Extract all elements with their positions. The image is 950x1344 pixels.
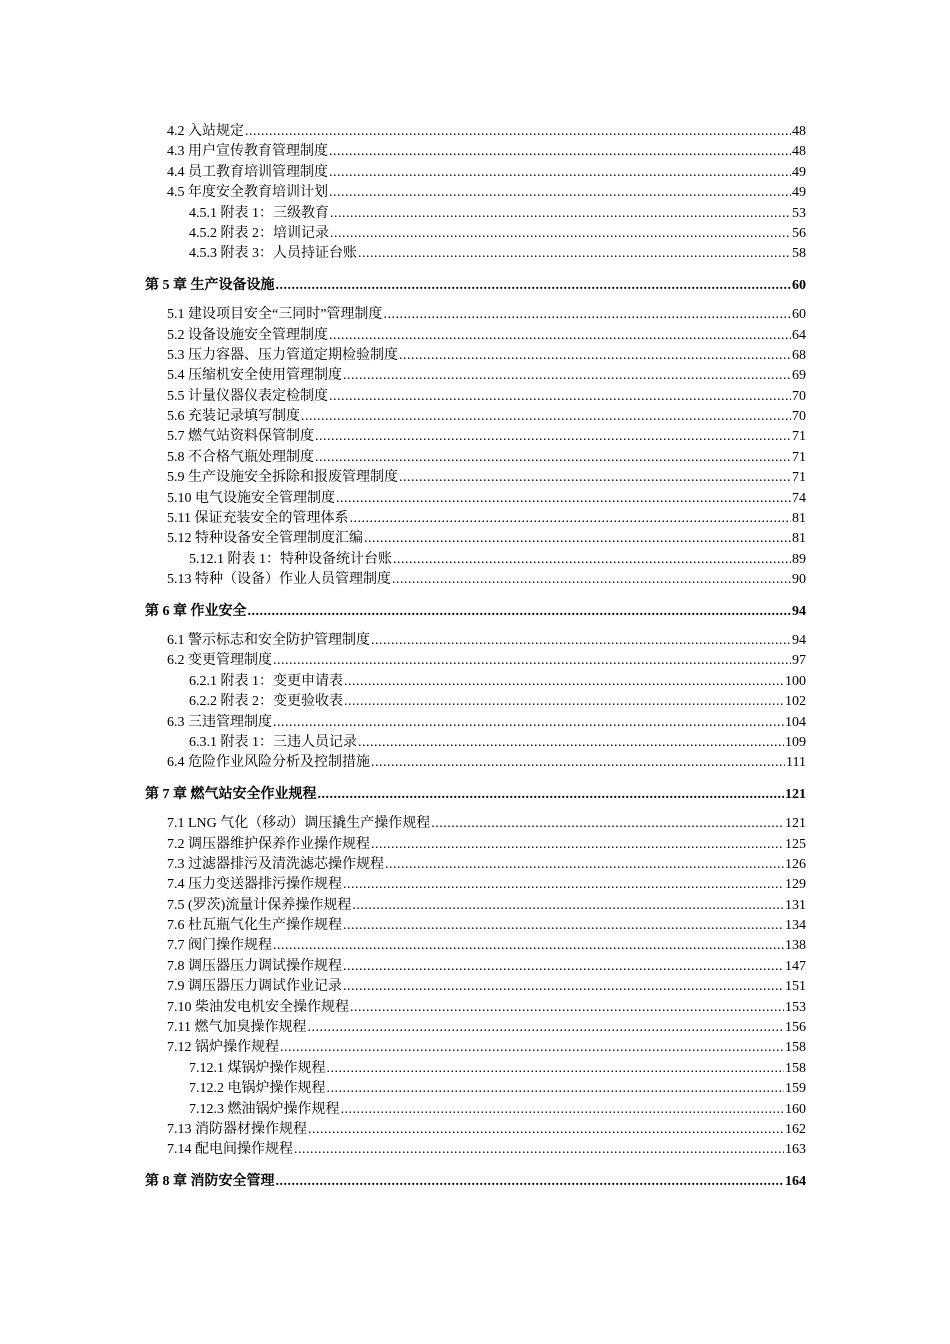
toc-page-number: 81 — [792, 531, 806, 547]
toc-entry-title: 第 6 章 作业安全 — [145, 603, 247, 619]
toc-page-number: 160 — [785, 1101, 806, 1117]
toc-page-number: 71 — [792, 449, 806, 465]
toc-entry-title: 6.2.2 附表 2：变更验收表 — [189, 694, 343, 710]
toc-entry-title: 7.2 调压器维护保养作业操作规程 — [167, 836, 370, 852]
toc-dot-leader — [329, 387, 791, 407]
toc-entry[interactable] — [145, 550, 806, 570]
toc-dot-leader — [329, 142, 791, 162]
toc-page-number: 60 — [792, 307, 806, 323]
toc-dot-leader — [350, 998, 784, 1018]
toc-dot-leader — [307, 1018, 784, 1038]
toc-entry[interactable] — [145, 387, 806, 407]
toc-entry-title: 7.12.1 煤锅炉操作规程 — [189, 1060, 326, 1076]
toc-entry[interactable] — [145, 896, 806, 916]
toc-page-number: 121 — [785, 816, 806, 832]
toc-entry-title: 7.11 燃气加臭操作规程 — [167, 1020, 307, 1036]
toc-entry-title: 5.6 充装记录填写制度 — [167, 409, 300, 425]
toc-entry-title: 7.8 调压器压力调试操作规程 — [167, 958, 342, 974]
toc-entry[interactable] — [145, 713, 806, 733]
toc-entry[interactable] — [145, 855, 806, 875]
toc-entry-title: 5.1 建设项目安全“三同时”管理制度 — [167, 307, 383, 323]
toc-dot-leader — [327, 1079, 785, 1099]
toc-page-number: 71 — [792, 470, 806, 486]
toc-entry-title: 5.8 不合格气瓶处理制度 — [167, 449, 314, 465]
toc-entry-title: 第 8 章 消防安全管理 — [145, 1173, 275, 1189]
toc-entry-title: 第 7 章 燃气站安全作业规程 — [145, 786, 317, 802]
toc-entry-title: 7.3 过滤器排污及清洗滤芯操作规程 — [167, 856, 384, 872]
toc-entry-title: 7.12.2 电锅炉操作规程 — [189, 1081, 326, 1097]
toc-chapter-entry[interactable] — [145, 602, 806, 622]
toc-dot-leader — [294, 1140, 784, 1160]
toc-dot-leader — [318, 785, 785, 805]
toc-dot-leader — [301, 407, 791, 427]
toc-dot-leader — [273, 651, 791, 671]
toc-page-number: 90 — [792, 572, 806, 588]
toc-entry[interactable] — [145, 977, 806, 997]
toc-dot-leader — [383, 305, 791, 325]
toc-entry[interactable] — [145, 1059, 806, 1079]
toc-page-number: 129 — [785, 877, 806, 893]
toc-dot-leader — [308, 1120, 784, 1140]
toc-dot-leader — [330, 224, 791, 244]
toc-page-number: 60 — [792, 277, 806, 293]
toc-entry-title: 5.12.1 附表 1：特种设备统计台账 — [189, 551, 392, 567]
toc-entry[interactable] — [145, 529, 806, 549]
toc-page-number: 48 — [792, 144, 806, 160]
toc-page-number: 121 — [785, 786, 806, 802]
toc-page-number: 49 — [792, 185, 806, 201]
toc-entry-title: 7.5 (罗茨)流量计保养操作规程 — [167, 897, 352, 913]
toc-dot-leader — [343, 366, 791, 386]
toc-entry-title: 7.10 柴油发电机安全操作规程 — [167, 999, 349, 1015]
toc-entry[interactable] — [145, 814, 806, 834]
toc-entry-title: 4.3 用户宣传教育管理制度 — [167, 144, 328, 160]
toc-dot-leader — [248, 602, 792, 622]
toc-dot-leader — [343, 957, 784, 977]
toc-entry[interactable] — [145, 326, 806, 346]
toc-entry[interactable] — [145, 244, 806, 264]
toc-dot-leader — [371, 753, 785, 773]
toc-dot-leader — [276, 1172, 785, 1192]
toc-page-number: 162 — [785, 1121, 806, 1137]
toc-entry[interactable] — [145, 875, 806, 895]
toc-entry-title: 6.4 危险作业风险分析及控制措施 — [167, 755, 370, 771]
toc-entry-title: 4.2 入站规定 — [167, 124, 244, 139]
toc-entry-title: 5.10 电气设施安全管理制度 — [167, 490, 335, 506]
toc-dot-leader — [330, 204, 791, 224]
toc-entry[interactable] — [145, 183, 806, 203]
toc-entry[interactable] — [145, 1100, 806, 1120]
toc-entry[interactable] — [145, 1079, 806, 1099]
toc-entry-title: 5.2 设备设施安全管理制度 — [167, 327, 328, 343]
toc-entry[interactable] — [145, 733, 806, 753]
toc-page-number: 97 — [792, 653, 806, 669]
toc-entry-title: 7.12 锅炉操作规程 — [167, 1040, 279, 1056]
toc-entry[interactable] — [145, 204, 806, 224]
toc-entry[interactable] — [145, 835, 806, 855]
toc-dot-leader — [344, 692, 784, 712]
toc-page-number: 138 — [785, 938, 806, 954]
toc-page-number: 151 — [785, 979, 806, 995]
toc-entry-title: 5.5 计量仪器仪表定检制度 — [167, 388, 328, 404]
toc-page-number: 94 — [792, 632, 806, 648]
toc-entry[interactable] — [145, 998, 806, 1018]
toc-dot-leader — [399, 346, 791, 366]
toc-entry[interactable] — [145, 957, 806, 977]
toc-page-number: 71 — [792, 429, 806, 445]
toc-dot-leader — [431, 814, 784, 834]
toc-entry-title: 7.4 压力变送器排污操作规程 — [167, 877, 342, 893]
toc-entry-title: 5.4 压缩机安全使用管理制度 — [167, 368, 342, 384]
toc-entry[interactable] — [145, 651, 806, 671]
toc-page-number: 70 — [792, 409, 806, 425]
toc-dot-leader — [393, 550, 791, 570]
toc-entry[interactable] — [145, 1120, 806, 1140]
toc-entry[interactable] — [145, 366, 806, 386]
toc-page-number: 94 — [792, 603, 806, 619]
table-of-contents — [145, 122, 806, 1201]
toc-dot-leader — [329, 163, 791, 183]
toc-entry[interactable] — [145, 1018, 806, 1038]
toc-page-number: 58 — [792, 246, 806, 262]
toc-page-number: 56 — [792, 225, 806, 241]
toc-dot-leader — [341, 1100, 785, 1120]
toc-page-number: 126 — [785, 856, 806, 872]
toc-entry[interactable] — [145, 1038, 806, 1058]
toc-entry[interactable] — [145, 509, 806, 529]
toc-entry[interactable] — [145, 142, 806, 162]
toc-entry-title: 4.5.1 附表 1：三级教育 — [189, 205, 329, 221]
toc-page-number: 53 — [792, 205, 806, 221]
toc-entry-title: 7.9 调压器压力调试作业记录 — [167, 979, 342, 995]
toc-page-number: 100 — [785, 673, 806, 689]
toc-dot-leader — [392, 570, 791, 590]
toc-entry-title: 7.7 阀门操作规程 — [167, 938, 272, 954]
toc-entry-title: 7.14 配电间操作规程 — [167, 1142, 293, 1158]
toc-page-number: 48 — [792, 124, 806, 139]
toc-entry-title: 5.12 特种设备安全管理制度汇编 — [167, 531, 363, 547]
toc-dot-leader — [273, 713, 784, 733]
toc-dot-leader — [336, 489, 791, 509]
toc-dot-leader — [280, 1038, 784, 1058]
toc-entry-title: 5.9 生产设施安全拆除和报废管理制度 — [167, 470, 398, 486]
toc-entry-title: 4.5.3 附表 3：人员持证台账 — [189, 246, 357, 262]
toc-dot-leader — [358, 733, 784, 753]
toc-entry[interactable] — [145, 631, 806, 651]
toc-entry[interactable] — [145, 346, 806, 366]
toc-entry[interactable] — [145, 163, 806, 183]
toc-entry-title: 7.1 LNG 气化（移动）调压撬生产操作规程 — [167, 816, 431, 832]
toc-page-number: 68 — [792, 347, 806, 363]
toc-dot-leader — [349, 509, 791, 529]
toc-entry-title: 7.12.3 燃油锅炉操作规程 — [189, 1101, 340, 1117]
toc-dot-leader — [327, 1059, 785, 1079]
toc-entry[interactable] — [145, 672, 806, 692]
toc-page-number: 64 — [792, 327, 806, 343]
toc-page-number: 70 — [792, 388, 806, 404]
toc-chapter-entry[interactable] — [145, 276, 806, 296]
toc-entry-title: 5.13 特种（设备）作业人员管理制度 — [167, 572, 391, 588]
toc-entry[interactable] — [145, 1140, 806, 1160]
toc-page-number: 74 — [792, 490, 806, 506]
toc-page-number: 111 — [786, 755, 806, 771]
toc-dot-leader — [329, 183, 791, 203]
toc-entry-title: 5.7 燃气站资料保管制度 — [167, 429, 314, 445]
toc-entry-title: 4.5 年度安全教育培训计划 — [167, 185, 328, 201]
toc-entry[interactable] — [145, 753, 806, 773]
toc-entry-title: 4.5.2 附表 2：培训记录 — [189, 225, 329, 241]
toc-page-number: 147 — [785, 958, 806, 974]
toc-dot-leader — [344, 672, 784, 692]
toc-entry-title: 6.1 警示标志和安全防护管理制度 — [167, 632, 370, 648]
toc-entry-title: 7.6 杜瓦瓶气化生产操作规程 — [167, 918, 342, 934]
toc-chapter-entry[interactable] — [145, 1172, 806, 1192]
toc-entry[interactable] — [145, 305, 806, 325]
toc-dot-leader — [371, 631, 791, 651]
toc-dot-leader — [276, 276, 792, 296]
toc-dot-leader — [343, 916, 784, 936]
toc-dot-leader — [343, 875, 784, 895]
toc-page-number: 158 — [785, 1060, 806, 1076]
toc-page-number: 125 — [785, 836, 806, 852]
toc-page-number: 163 — [785, 1142, 806, 1158]
toc-dot-leader — [343, 977, 784, 997]
toc-page-number: 81 — [792, 511, 806, 527]
toc-dot-leader — [399, 468, 791, 488]
toc-dot-leader — [329, 326, 791, 346]
toc-page-number: 153 — [785, 999, 806, 1015]
toc-entry[interactable] — [145, 122, 806, 142]
toc-entry-title: 6.2 变更管理制度 — [167, 653, 272, 669]
toc-entry-title: 6.2.1 附表 1：变更申请表 — [189, 673, 343, 689]
toc-dot-leader — [358, 244, 791, 264]
toc-page-number: 158 — [785, 1040, 806, 1056]
toc-page-number: 131 — [785, 897, 806, 913]
toc-page-number: 69 — [792, 368, 806, 384]
toc-entry[interactable] — [145, 916, 806, 936]
toc-dot-leader — [371, 835, 784, 855]
toc-entry[interactable] — [145, 468, 806, 488]
toc-entry[interactable] — [145, 936, 806, 956]
toc-entry-title: 7.13 消防器材操作规程 — [167, 1121, 307, 1137]
toc-entry[interactable] — [145, 427, 806, 447]
toc-page-number: 134 — [785, 918, 806, 934]
toc-dot-leader — [273, 936, 784, 956]
toc-entry[interactable] — [145, 570, 806, 590]
toc-dot-leader — [352, 896, 784, 916]
toc-entry-title: 5.3 压力容器、压力管道定期检验制度 — [167, 347, 398, 363]
toc-entry[interactable] — [145, 692, 806, 712]
toc-dot-leader — [385, 855, 784, 875]
toc-entry[interactable] — [145, 489, 806, 509]
toc-page-number: 164 — [785, 1173, 806, 1189]
toc-page-number: 159 — [785, 1081, 806, 1097]
toc-page-number: 49 — [792, 164, 806, 180]
toc-page-number: 109 — [785, 734, 806, 750]
toc-entry-title: 第 5 章 生产设备设施 — [145, 277, 275, 293]
toc-dot-leader — [245, 122, 791, 142]
toc-entry-title: 4.4 员工教育培训管理制度 — [167, 164, 328, 180]
toc-entry[interactable] — [145, 448, 806, 468]
toc-page-number: 104 — [785, 714, 806, 730]
toc-dot-leader — [315, 427, 791, 447]
toc-page-number: 156 — [785, 1020, 806, 1036]
toc-dot-leader — [315, 448, 791, 468]
toc-entry[interactable] — [145, 407, 806, 427]
toc-page-number: 89 — [792, 551, 806, 567]
toc-chapter-entry[interactable] — [145, 785, 806, 805]
toc-page-number: 102 — [785, 694, 806, 710]
toc-entry[interactable] — [145, 224, 806, 244]
toc-entry-title: 6.3 三违管理制度 — [167, 714, 272, 730]
toc-dot-leader — [364, 529, 791, 549]
toc-entry-title: 5.11 保证充装安全的管理体系 — [167, 511, 349, 527]
toc-entry-title: 6.3.1 附表 1：三违人员记录 — [189, 734, 357, 750]
